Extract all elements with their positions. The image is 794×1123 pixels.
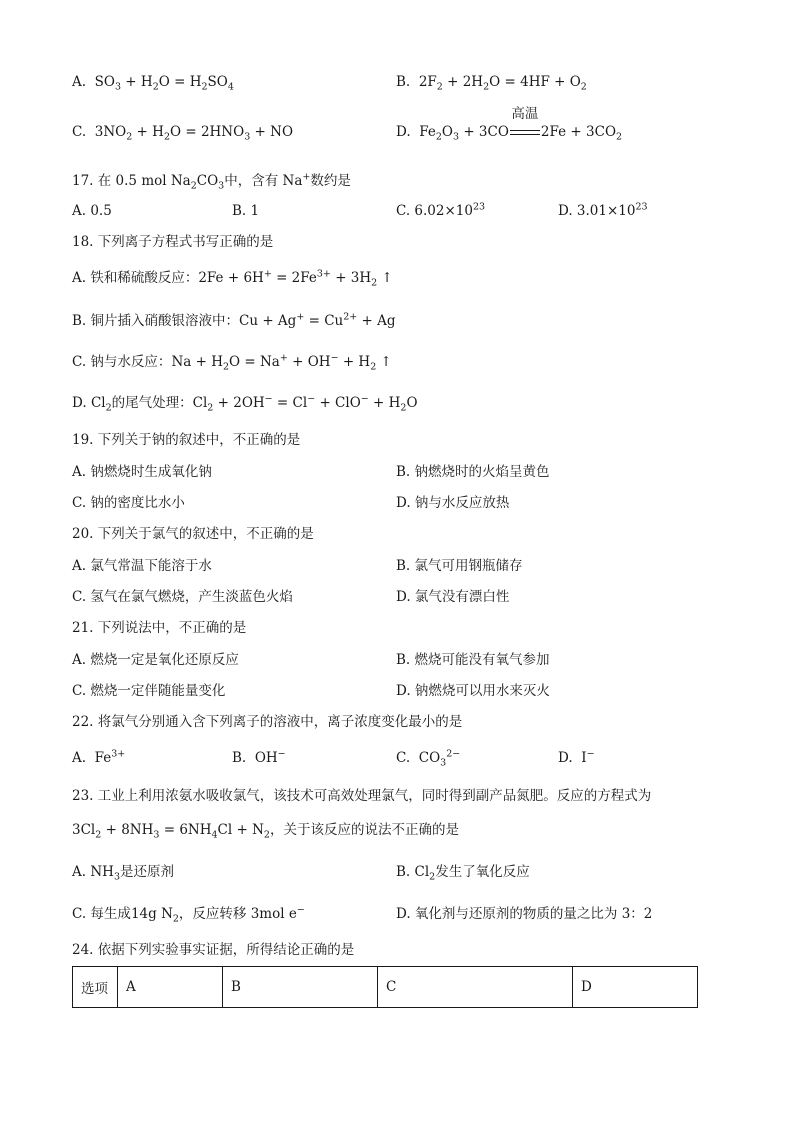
q22-option-a: A. $Fe^{3+}$: [72, 748, 126, 766]
q22-option-c: C. $CO_3^{2-}$: [396, 748, 461, 769]
q18-option-a: A. 铁和稀硫酸反应：$2Fe + 6H^+ = 2Fe^{3+} + 3H_2$ ↑: [72, 268, 393, 289]
q17-option-b: B. 1: [232, 203, 260, 219]
q18-option-d: D. $Cl_2$的尾气处理：$Cl_2 + 2OH^- = Cl^- + ClO^- + H_2O$: [72, 393, 418, 414]
q23-stem-line1: 23. 工业上利用浓氨水吸收氯气，该技术可高效处理氯气，同时得到副产品氮肥。反应的方程式为: [72, 788, 652, 804]
q19-option-d: D. 钠与水反应放热: [396, 495, 510, 511]
q18-stem: 18. 下列离子方程式书写正确的是: [72, 234, 274, 250]
q21-option-a: A. 燃烧一定是氧化还原反应: [72, 652, 239, 668]
q20-option-d: D. 氯气没有漂白性: [396, 589, 510, 605]
q20-option-c: C. 氢气在氯气燃烧，产生淡蓝色火焰: [72, 589, 293, 605]
q17-option-c: C. $6.02\times 10^{23}$: [396, 201, 486, 219]
q18-option-b: B. 铜片插入硝酸银溶液中：$Cu + Ag^+ = Cu^{2+} + Ag$: [72, 311, 396, 329]
table-header-cell: A: [118, 967, 223, 1008]
q19-option-a: A. 钠燃烧时生成氧化钠: [72, 464, 212, 480]
q17-option-d: D. $3.01\times 10^{23}$: [558, 201, 648, 219]
table-header-cell: 选项: [73, 967, 118, 1008]
q22-option-b: B. OH−: [232, 748, 286, 766]
q19-option-c: C. 钠的密度比水小: [72, 495, 185, 511]
table-header-cell: C: [378, 967, 573, 1008]
q20-option-b: B. 氯气可用钢瓶储存: [396, 558, 523, 574]
q23-option-a: A. $NH_3$是还原剂: [72, 864, 174, 883]
reaction-condition: 高温: [510, 122, 540, 142]
q22-option-d: D. I−: [558, 748, 595, 766]
q18-option-c: C. 钠与水反应：$Na + H_2O = Na^+ + OH^- + H_2$ ↑: [72, 352, 392, 373]
q24-options-table: [72, 966, 698, 1008]
q24-stem: 24. 依据下列实验事实证据，所得结论正确的是: [72, 942, 355, 958]
q16-option-a: A. $SO_3 + H_2O = H_2SO_4$: [72, 74, 234, 93]
q16-option-b: B. $2F_2 + 2H_2O = 4HF + O_2$: [396, 74, 587, 93]
q21-option-c: C. 燃烧一定伴随能量变化: [72, 683, 226, 699]
q22-stem: 22. 将氯气分别通入含下列离子的溶液中，离子浓度变化最小的是: [72, 714, 463, 730]
q21-stem: 21. 下列说法中，不正确的是: [72, 620, 247, 636]
q16-option-d: D. $Fe_2O_3 + 3CO$ 高温 $2Fe + 3CO_2$: [396, 106, 623, 143]
q19-option-b: B. 钠燃烧时的火焰呈黄色: [396, 464, 550, 480]
q17-stem: 17. 在 0.5 mol $Na_2CO_3$中，含有 Na+数约是: [72, 171, 351, 192]
q23-stem-line2: $3Cl_2 + 8NH_3 = 6NH_4Cl + N_2$，关于该反应的说法不正确的是: [72, 822, 459, 841]
q23-option-d: D. 氧化剂与还原剂的物质的量之比为 3：2: [396, 906, 653, 922]
q17-option-a: A. 0.5: [72, 203, 112, 219]
q21-option-b: B. 燃烧可能没有氧气参加: [396, 652, 550, 668]
q16-option-c: C. $3NO_2 + H_2O = 2HNO_3$ + NO: [72, 124, 294, 143]
q20-stem: 20. 下列关于氯气的叙述中，不正确的是: [72, 526, 314, 542]
q23-option-b: B. $Cl_2$发生了氧化反应: [396, 864, 530, 883]
q21-option-d: D. 钠燃烧可以用水来灭火: [396, 683, 550, 699]
table-header-cell: B: [223, 967, 378, 1008]
table-row: [73, 967, 698, 1008]
q19-stem: 19. 下列关于钠的叙述中，不正确的是: [72, 432, 301, 448]
q23-option-c: C. 每生成14g $N_2$，反应转移 3mol e−: [72, 904, 305, 925]
table-header-cell: D: [573, 967, 698, 1008]
q20-option-a: A. 氯气常温下能溶于水: [72, 558, 212, 574]
